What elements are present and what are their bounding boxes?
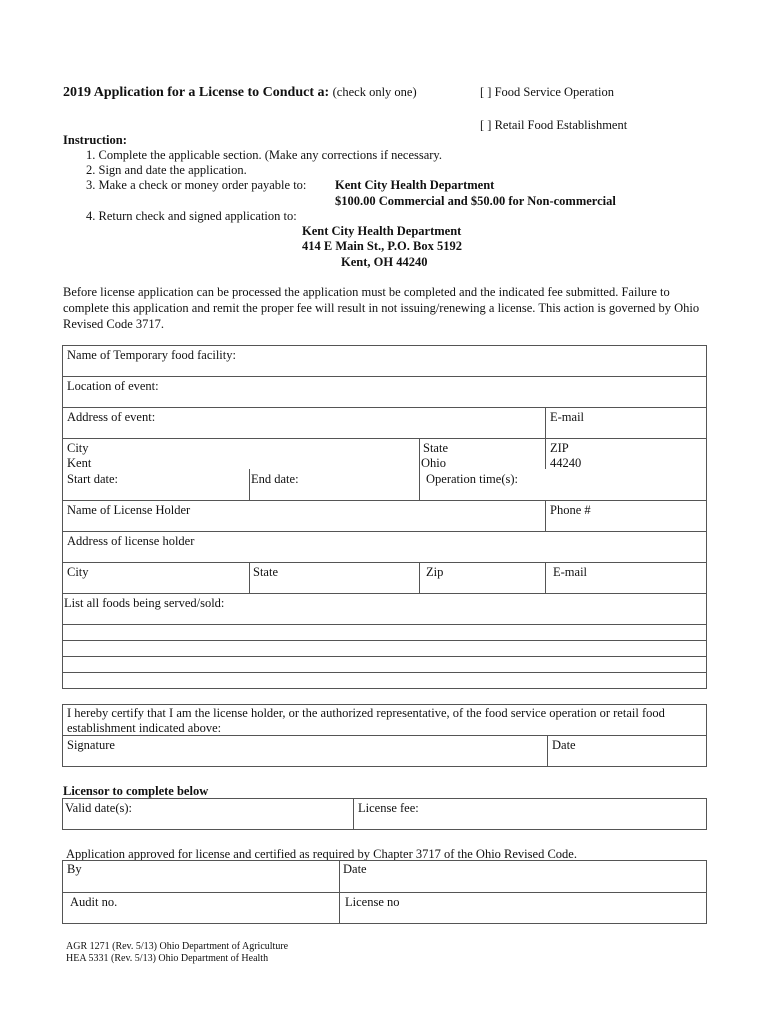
- event-location-field[interactable]: Location of event:: [67, 379, 159, 393]
- fee-schedule: $100.00 Commercial and $50.00 for Non-commercial: [335, 194, 616, 208]
- form-title: [63, 85, 417, 101]
- return-address-street: 414 E Main St., P.O. Box 5192: [302, 239, 462, 253]
- instruction-step-4: 4. Return check and signed application to:: [86, 209, 297, 223]
- holder-city-field[interactable]: City: [67, 565, 89, 579]
- start-date-field[interactable]: Start date:: [67, 472, 119, 486]
- footer-hea-form-number: HEA 5331 (Rev. 5/13) Ohio Department of Health: [66, 953, 269, 964]
- event-email-field[interactable]: E-mail: [550, 410, 585, 424]
- return-address-name: Kent City Health Department: [302, 224, 462, 238]
- form-title-note: (check only one): [332, 85, 417, 99]
- footer-agr-form-number: AGR 1271 (Rev. 5/13) Ohio Department of Agriculture: [66, 941, 289, 952]
- license-number-field[interactable]: License no: [345, 895, 400, 909]
- foods-list-field[interactable]: List all foods being served/sold:: [64, 596, 225, 610]
- form-title-main: 2019 Application for a License to Conduct a:: [63, 85, 330, 100]
- event-zip-label: ZIP: [550, 441, 569, 455]
- facility-name-field[interactable]: Name of Temporary food facility:: [67, 348, 236, 362]
- payee-name: Kent City Health Department: [335, 178, 495, 192]
- signature-date-field[interactable]: Date: [552, 738, 576, 752]
- event-zip-value[interactable]: 44240: [550, 456, 582, 470]
- license-holder-name-field[interactable]: Name of License Holder: [67, 503, 191, 517]
- valid-dates-field[interactable]: Valid date(s):: [65, 801, 132, 815]
- instruction-step-2: 2. Sign and date the application.: [86, 163, 247, 177]
- licensor-heading: Licensor to complete below: [63, 784, 209, 798]
- operation-times-field[interactable]: Operation time(s):: [426, 472, 518, 486]
- phone-field[interactable]: Phone #: [550, 503, 591, 517]
- event-state-value[interactable]: Ohio: [421, 456, 446, 470]
- event-state-label: State: [423, 441, 448, 455]
- audit-number-field[interactable]: Audit no.: [70, 895, 118, 909]
- event-address-field[interactable]: Address of event:: [67, 410, 156, 424]
- instructions-heading: Instruction:: [63, 133, 127, 147]
- processing-notice: Before license application can be processed the application must be completed and the indicated fee submitted. Failure to complete this application and remit the proper fee will result in not issuing/renewing a license. This action is governed by Ohio Revised Code 3717.: [63, 285, 700, 331]
- signature-field[interactable]: Signature: [67, 738, 115, 752]
- holder-zip-field[interactable]: Zip: [426, 565, 444, 579]
- license-holder-address-field[interactable]: Address of license holder: [67, 534, 195, 548]
- holder-state-field[interactable]: State: [253, 565, 278, 579]
- instruction-step-3: 3. Make a check or money order payable to:: [86, 178, 307, 192]
- license-fee-field[interactable]: License fee:: [358, 801, 419, 815]
- approval-statement: Application approved for license and certified as required by Chapter 3717 of the Ohio Revised Code.: [66, 847, 577, 861]
- return-address-city: Kent, OH 44240: [341, 255, 428, 269]
- end-date-field[interactable]: End date:: [251, 472, 299, 486]
- approved-by-field[interactable]: By: [67, 862, 82, 876]
- approval-date-field[interactable]: Date: [343, 862, 367, 876]
- checkbox-retail-food-establishment[interactable]: [ ] Retail Food Establishment: [480, 118, 628, 132]
- event-city-label: City: [67, 441, 89, 455]
- instruction-step-1: 1. Complete the applicable section. (Make any corrections if necessary.: [86, 148, 442, 162]
- checkbox-food-service-operation[interactable]: [ ] Food Service Operation: [480, 85, 614, 99]
- certification-statement: I hereby certify that I am the license holder, or the authorized representative, of the food service operation or retail food establishment indicated above:: [67, 706, 665, 735]
- event-city-value[interactable]: Kent: [67, 456, 92, 470]
- holder-email-field[interactable]: E-mail: [553, 565, 588, 579]
